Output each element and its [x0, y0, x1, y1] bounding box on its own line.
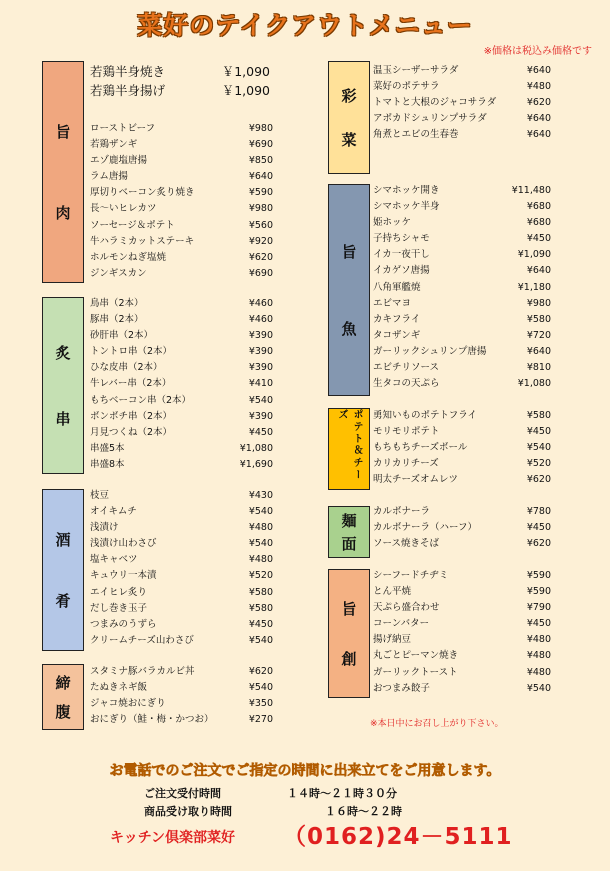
menu-item-price: ¥580	[526, 410, 551, 421]
menu-item	[90, 457, 273, 473]
menu-item	[90, 552, 273, 568]
menu-item-price: ¥350	[248, 698, 273, 710]
menu-item-price: ¥480	[526, 666, 551, 678]
menu-item	[373, 263, 551, 279]
menu-item	[373, 665, 551, 681]
menu-item-price: ¥790	[526, 602, 551, 614]
menu-item	[373, 440, 551, 456]
menu-item-name: オイキムチ	[90, 506, 137, 518]
menu-item	[90, 409, 273, 425]
menu-item	[90, 425, 273, 441]
menu-item-price: ¥590	[248, 187, 273, 199]
menu-item-name: 厚切りベーコン炙り焼き	[90, 187, 195, 199]
menu-item-price: ¥540	[248, 506, 273, 518]
menu-item	[90, 360, 273, 376]
tax-note: ※価格は税込み価格です	[483, 46, 592, 57]
menu-item	[373, 95, 551, 111]
menu-item-price: ¥450	[526, 426, 551, 438]
menu-item-price: ¥540	[526, 682, 551, 694]
menu-item-price: ¥270	[248, 714, 273, 726]
menu-item-price: ¥590	[526, 586, 551, 598]
menu-item	[90, 664, 273, 680]
menu-item-name: 生タコの天ぷら	[373, 378, 440, 390]
menu-item-name: ガーリックシュリンプ唐揚	[373, 345, 487, 357]
menu-item-price: ¥920	[248, 235, 273, 247]
phone-order-message: お電話でのご注文でご指定の時間に出来立てをご用意します。	[109, 763, 501, 779]
category-creative-char-2: 創	[341, 649, 357, 668]
menu-item-name: 串盛8本	[90, 458, 125, 470]
menu-item-name: たぬきネギ飯	[90, 682, 148, 694]
menu-item-name: 牛レバー串（2本）	[90, 378, 172, 390]
menu-item	[373, 360, 551, 376]
menu-item-name: トントロ串（2本）	[90, 346, 173, 358]
menu-item-name: 塩キャベツ	[90, 554, 138, 566]
menu-item-price: ¥580	[248, 602, 273, 614]
menu-item	[373, 247, 551, 263]
menu-item-price: ¥980	[526, 297, 551, 309]
menu-item-name: 鳥串（2本）	[90, 298, 144, 309]
menu-item-name: ジンギスカン	[90, 267, 147, 279]
menu-item-name: 温玉シーザーサラダ	[373, 65, 459, 76]
menu-item	[90, 201, 273, 217]
menu-item	[90, 601, 273, 617]
menu-item	[373, 408, 551, 424]
menu-item-price: ¥480	[526, 634, 551, 646]
menu-item-name: ローストビーフ	[90, 123, 156, 134]
category-salad-char-2: 菜	[341, 131, 357, 149]
category-grill	[42, 297, 84, 474]
menu-item-name: だし巻き玉子	[90, 602, 148, 614]
menu-item-name: 姫ホッケ	[373, 217, 412, 229]
menu-item-name: エイヒレ炙り	[90, 586, 148, 598]
menu-item-price: ¥390	[248, 346, 273, 358]
menu-item-price: ¥460	[248, 314, 273, 326]
menu-item-price: ¥640	[526, 345, 551, 357]
menu-item-price: ¥680	[526, 217, 551, 229]
category-salad-char-1: 彩	[341, 87, 357, 105]
menu-item-name: ジャコ焼おにぎり	[90, 698, 166, 710]
menu-item-name: シーフードチヂミ	[373, 570, 449, 581]
menu-item-name: ホルモンねぎ塩焼	[90, 251, 167, 263]
menu-item	[373, 280, 551, 296]
menu-item	[90, 121, 273, 137]
category-noodle-char-2: 面	[341, 535, 357, 554]
menu-item-price: ￥1,090	[221, 83, 270, 98]
menu-item-price: ¥410	[248, 378, 273, 390]
menu-item-name: 浅漬け山わさび	[90, 538, 157, 550]
menu-item-price: ¥690	[248, 139, 273, 151]
menu-item-price: ¥590	[526, 570, 551, 581]
category-potato-cheese	[328, 408, 370, 490]
category-shime	[42, 664, 84, 730]
menu-item	[90, 393, 273, 409]
category-fish-char-2: 魚	[341, 320, 357, 338]
menu-item	[373, 681, 551, 697]
menu-item-price: ¥620	[526, 474, 551, 486]
menu-item	[373, 584, 551, 600]
menu-item-price: ¥720	[526, 329, 551, 341]
menu-item	[90, 504, 273, 520]
menu-item	[90, 633, 273, 649]
category-fish	[328, 184, 370, 396]
menu-item-name: 丸ごとピーマン焼き	[373, 650, 459, 662]
menu-item-price: ￥1,090	[221, 64, 270, 79]
menu-item	[373, 183, 551, 199]
menu-item-name: クリームチーズ山わさび	[90, 634, 194, 646]
menu-item-name: 勇知いものポテトフライ	[373, 410, 477, 421]
menu-item-price: ¥450	[248, 426, 273, 438]
menu-item-price: ¥450	[526, 233, 551, 245]
menu-item-name: ガーリックトースト	[373, 666, 458, 678]
menu-item-price: ¥640	[526, 265, 551, 277]
menu-item-name: 長～いヒレカツ	[90, 203, 157, 215]
menu-item-price: ¥390	[248, 410, 273, 422]
menu-item-price: ¥460	[248, 298, 273, 309]
menu-item-name: おつまみ餃子	[373, 682, 430, 694]
menu-item	[90, 185, 273, 201]
menu-item	[90, 696, 273, 712]
menu-item	[373, 328, 551, 344]
menu-item-name: 角煮とエビの生春巻	[373, 129, 459, 141]
menu-item-price: ¥450	[526, 522, 551, 534]
menu-item	[90, 137, 273, 153]
menu-item-price: ¥480	[526, 81, 551, 93]
menu-item-name: 子持ちシャモ	[373, 233, 430, 245]
phone-number[interactable]: （0162)24－5111	[283, 824, 513, 850]
menu-item-name: コーンバター	[373, 618, 430, 630]
menu-item-price: ¥450	[526, 618, 551, 630]
menu-item-name: エゾ鹿塩唐揚	[90, 155, 148, 167]
order-hours-value: １４時～２１時３０分	[287, 787, 397, 800]
menu-item-price: ¥620	[248, 251, 273, 263]
menu-item	[373, 504, 551, 520]
category-noodle-char-1: 麺	[341, 511, 357, 530]
menu-item	[90, 328, 273, 344]
grill-list	[90, 296, 273, 473]
menu-item-name: 豚串（2本）	[90, 314, 144, 326]
category-sake	[42, 489, 84, 651]
menu-item-price: ¥620	[526, 538, 551, 550]
featured-list	[90, 62, 270, 100]
menu-item	[90, 296, 273, 312]
menu-item	[373, 536, 551, 552]
menu-item	[373, 63, 551, 79]
shime-list	[90, 664, 273, 728]
menu-item-price: ¥11,480	[511, 185, 551, 196]
menu-item-price: ¥560	[248, 219, 273, 231]
menu-item-price: ¥640	[526, 65, 551, 76]
menu-item-price: ¥980	[248, 203, 273, 215]
menu-item	[373, 79, 551, 95]
menu-item	[90, 234, 273, 250]
menu-item-name: 天ぷら盛合わせ	[373, 602, 440, 614]
menu-item-name: ソーセージ＆ポテト	[90, 219, 175, 231]
menu-item-name: とん平焼	[373, 586, 412, 598]
menu-item-name: ソース焼きそば	[373, 538, 440, 550]
menu-item-price: ¥480	[526, 650, 551, 662]
menu-item	[90, 169, 273, 185]
category-sake-char-2: 肴	[55, 591, 71, 610]
fish-list	[373, 183, 551, 392]
menu-item-name: 揚げ納豆	[373, 634, 412, 646]
menu-item	[373, 616, 551, 632]
menu-item-name: カルボナーラ（ハーフ）	[373, 522, 478, 534]
menu-item-name: カルボナーラ	[373, 506, 431, 517]
shop-name: キッチン倶楽部菜好	[110, 830, 236, 846]
menu-item-price: ¥1,080	[517, 378, 551, 390]
menu-item	[90, 680, 273, 696]
menu-item-price: ¥620	[248, 666, 273, 677]
category-creative	[328, 569, 370, 698]
menu-item	[373, 632, 551, 648]
menu-item	[373, 296, 551, 312]
category-potato-cheese-label: ポテト＆チーズ	[336, 409, 362, 481]
menu-item-price: ¥640	[526, 113, 551, 125]
menu-item-price: ¥850	[248, 155, 273, 167]
menu-item	[90, 536, 273, 552]
menu-item-name: モリモリポテト	[373, 426, 440, 438]
menu-item	[90, 568, 273, 584]
category-fish-char-1: 旨	[341, 243, 357, 261]
category-shime-char-2: 腹	[55, 702, 71, 721]
salad-list	[373, 63, 551, 143]
menu-item	[373, 199, 551, 215]
menu-item	[90, 62, 270, 81]
menu-item-price: ¥480	[248, 554, 273, 566]
menu-item-name: ラム唐揚	[90, 171, 128, 183]
category-grill-char-1: 炙	[55, 344, 71, 363]
noodle-list	[373, 504, 551, 552]
menu-item-price: ¥680	[526, 201, 551, 213]
sake-list	[90, 488, 273, 649]
menu-item-price: ¥580	[526, 313, 551, 325]
menu-item-name: 若鶏半身揚げ	[90, 83, 166, 98]
menu-item	[90, 441, 273, 457]
menu-item	[90, 617, 273, 633]
menu-item-price: ¥430	[248, 490, 273, 501]
menu-item-name: つまみのうずら	[90, 618, 157, 630]
pickup-hours-label: 商品受け取り時間	[144, 805, 232, 818]
menu-item-name: タコザンギ	[373, 329, 421, 341]
menu-title: 菜好のテイクアウトメニュー	[137, 11, 473, 40]
menu-item	[90, 712, 273, 728]
category-noodle	[328, 506, 370, 558]
menu-item-price: ¥1,090	[517, 249, 551, 261]
menu-item	[373, 231, 551, 247]
menu-item-price: ¥640	[248, 171, 273, 183]
menu-item-price: ¥520	[248, 570, 273, 582]
menu-item-name: アボカドシュリンプサラダ	[373, 113, 487, 125]
menu-item-name: 菜好のポテサラ	[373, 81, 440, 93]
menu-item-price: ¥540	[248, 394, 273, 406]
menu-item-price: ¥780	[526, 506, 551, 517]
menu-item-name: カリカリチーズ	[373, 458, 439, 470]
menu-item-price: ¥690	[248, 267, 273, 279]
menu-item	[373, 424, 551, 440]
pickup-hours-value: １６時～２２時	[325, 805, 402, 818]
menu-item-price: ¥450	[248, 618, 273, 630]
menu-item	[90, 81, 270, 100]
menu-item-name: 砂肝串（2本）	[90, 330, 154, 342]
menu-item	[90, 488, 273, 504]
menu-item-price: ¥580	[248, 586, 273, 598]
menu-item-name: もちもちチーズボール	[373, 442, 468, 454]
menu-item	[373, 344, 551, 360]
menu-item	[90, 218, 273, 234]
menu-item-name: スタミナ豚バラカルビ丼	[90, 666, 195, 677]
menu-item-name: 牛ハラミカットステーキ	[90, 235, 195, 247]
menu-item-price: ¥540	[526, 442, 551, 454]
menu-item-name: 月見つくね（2本）	[90, 426, 173, 438]
menu-item	[373, 111, 551, 127]
menu-item-name: キュウリ一本漬	[90, 570, 157, 582]
menu-item-price: ¥540	[248, 538, 273, 550]
category-salad	[328, 61, 370, 174]
menu-item-price: ¥390	[248, 362, 273, 374]
menu-item	[373, 520, 551, 536]
menu-item-name: カキフライ	[373, 313, 421, 325]
menu-item-name: 若鶏ザンギ	[90, 139, 138, 151]
menu-item-name: 若鶏半身焼き	[90, 64, 166, 79]
menu-item	[90, 376, 273, 392]
menu-item	[373, 456, 551, 472]
menu-item-price: ¥390	[248, 330, 273, 342]
category-sake-char-1: 酒	[55, 531, 71, 550]
menu-item-price: ¥810	[526, 362, 551, 374]
menu-item	[373, 376, 551, 392]
menu-item-name: ひな皮串（2本）	[90, 362, 163, 374]
order-hours-label: ご注文受付時間	[144, 787, 221, 800]
menu-item-name: ボンボチ串（2本）	[90, 410, 173, 422]
menu-item-name: 八角軍艦焼	[373, 281, 421, 293]
meat-list	[90, 121, 273, 282]
menu-item-name: シマホッケ開き	[373, 185, 440, 196]
menu-item	[90, 250, 273, 266]
menu-item-price: ¥480	[248, 522, 273, 534]
menu-item-price: ¥1,690	[239, 458, 273, 470]
menu-item	[373, 312, 551, 328]
menu-item-price: ¥520	[526, 458, 551, 470]
category-creative-char-1: 旨	[341, 600, 357, 619]
menu-item-name: エビチリソース	[373, 362, 440, 374]
menu-item-name: おにぎり（鮭・梅・かつお）	[90, 714, 214, 726]
menu-item	[373, 127, 551, 143]
category-meat-char-2: 肉	[55, 203, 71, 222]
menu-item-price: ¥1,080	[239, 442, 273, 454]
menu-item-name: イカ一夜干し	[373, 249, 430, 261]
menu-item-name: イカゲソ唐揚	[373, 265, 430, 277]
menu-item	[373, 568, 551, 584]
menu-item-name: 串盛5本	[90, 442, 125, 454]
category-meat	[42, 61, 84, 283]
menu-item-name: シマホッケ半身	[373, 201, 440, 213]
menu-item	[373, 648, 551, 664]
menu-item-price: ¥620	[526, 97, 551, 109]
same-day-note: ※本日中にお召し上がり下さい。	[370, 719, 504, 729]
menu-item-price: ¥540	[248, 634, 273, 646]
menu-item	[90, 585, 273, 601]
menu-item	[373, 215, 551, 231]
menu-item-name: トマトと大根のジャコサラダ	[373, 97, 497, 109]
creative-list	[373, 568, 551, 697]
menu-item	[90, 344, 273, 360]
menu-item	[90, 520, 273, 536]
menu-item	[90, 312, 273, 328]
menu-item-name: 枝豆	[90, 490, 110, 501]
category-meat-char-1: 旨	[55, 123, 71, 142]
menu-item-price: ¥980	[248, 123, 273, 134]
menu-item-price: ¥540	[248, 682, 273, 694]
menu-item	[90, 266, 273, 282]
potato-cheese-list	[373, 408, 551, 488]
menu-item-name: 浅漬け	[90, 522, 119, 534]
category-shime-char-1: 締	[55, 674, 71, 693]
menu-item	[373, 600, 551, 616]
menu-item-name: エビマヨ	[373, 297, 412, 309]
menu-item-name: もちベーコン串（2本）	[90, 394, 192, 406]
menu-item	[373, 472, 551, 488]
menu-item-name: 明太チーズオムレツ	[373, 474, 459, 486]
menu-item	[90, 153, 273, 169]
category-grill-char-2: 串	[55, 409, 71, 428]
menu-item-price: ¥1,180	[517, 281, 551, 293]
menu-item-price: ¥640	[526, 129, 551, 141]
